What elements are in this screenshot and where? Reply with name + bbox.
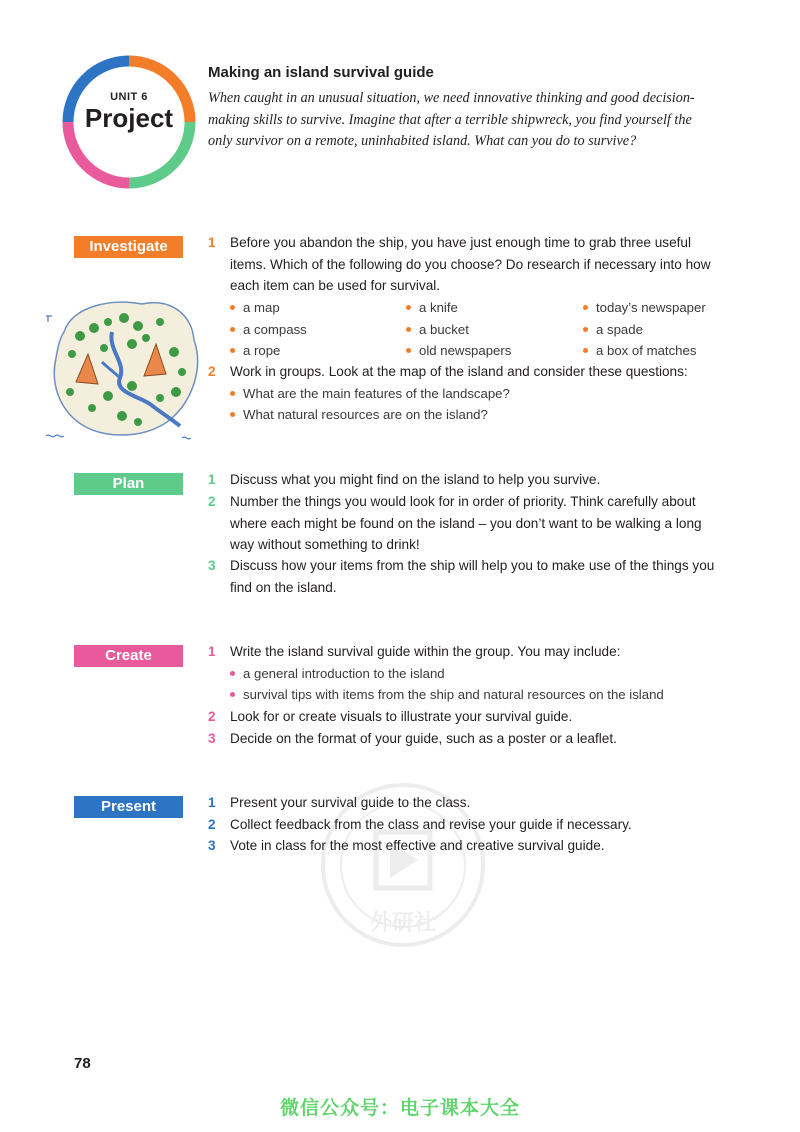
create-bullet: a general introduction to the island — [230, 663, 445, 685]
item-number: 2 — [208, 494, 216, 509]
page-title: Making an island survival guide — [208, 64, 434, 81]
create-item-2 — [208, 706, 728, 728]
option-item: old newspapers — [406, 340, 511, 362]
item-number: 2 — [208, 709, 216, 724]
item-number: 1 — [208, 472, 216, 487]
option-item: a knife — [406, 297, 458, 319]
item-text: Look for or create visuals to illustrate your survival guide. — [230, 709, 573, 724]
plan-item-1 — [208, 469, 728, 491]
section-label-investigate: Investigate — [74, 236, 183, 258]
item-text: Decide on the format of your guide, such as a poster or a leaflet. — [230, 731, 617, 746]
item-number: 2 — [208, 364, 216, 379]
question-item: What natural resources are on the island? — [230, 404, 488, 426]
item-text: Number the things you would look for in order of priority. Think carefully about where each might be found on the island – you don’t want to be walking a long way without something to drink! — [230, 494, 702, 552]
section-label-plan: Plan — [74, 473, 183, 495]
item-text: Before you abandon the ship, you have just enough time to grab three useful items. Which of the following do you choose? Do research if necessary into how each item can be used for survival. — [230, 235, 711, 293]
svg-text:外研社: 外研社 — [369, 911, 437, 936]
item-number: 1 — [208, 644, 216, 659]
plan-item-3 — [208, 555, 728, 598]
option-item: a bucket — [406, 319, 469, 341]
item-text: Write the island survival guide within the group. You may include: — [230, 644, 621, 659]
item-number: 3 — [208, 558, 216, 573]
section-label-present: Present — [74, 796, 183, 818]
item-text: Collect feedback from the class and revise your guide if necessary. — [230, 817, 632, 832]
create-bullet: survival tips with items from the ship and natural resources on the island — [230, 684, 664, 706]
page-number: 78 — [74, 1055, 91, 1072]
option-item: today’s newspaper — [583, 297, 706, 319]
publisher-watermark — [318, 770, 488, 960]
intro-paragraph: When caught in an unusual situation, we need innovative thinking and good decision-making skills to survive. Imagine that after a terrible shipwreck, you find yourself the only survivor on a remote, uninhabited island. What can you do to survive? — [208, 90, 695, 149]
item-text: Present your survival guide to the class. — [230, 795, 471, 810]
create-item-3 — [208, 728, 728, 750]
question-item: What are the main features of the landscape? — [230, 383, 510, 405]
item-number: 1 — [208, 795, 216, 810]
item-number: 2 — [208, 817, 216, 832]
option-item: a map — [230, 297, 280, 319]
project-label: Project — [84, 103, 174, 133]
unit-label: UNIT 6 — [110, 91, 148, 103]
island-map-illustration — [42, 292, 210, 444]
investigate-item-2 — [208, 361, 728, 383]
option-item: a compass — [230, 319, 307, 341]
item-text: Discuss how your items from the ship will help you to make use of the things you find on the island. — [230, 558, 715, 595]
plan-item-2 — [208, 491, 728, 556]
section-label-create: Create — [74, 645, 183, 667]
item-number: 3 — [208, 838, 216, 853]
create-item-1 — [208, 641, 728, 663]
item-number: 3 — [208, 731, 216, 746]
investigate-item-1 — [208, 232, 728, 297]
item-text: Vote in class for the most effective and creative survival guide. — [230, 838, 605, 853]
item-number: 1 — [208, 235, 216, 250]
item-text: Discuss what you might find on the island to help you survive. — [230, 472, 601, 487]
item-text: Work in groups. Look at the map of the island and consider these questions: — [230, 364, 688, 379]
option-item: a spade — [583, 319, 643, 341]
option-item: a rope — [230, 340, 280, 362]
footer-caption: 微信公众号：电子课本大全 — [279, 1098, 520, 1119]
option-item: a box of matches — [583, 340, 696, 362]
